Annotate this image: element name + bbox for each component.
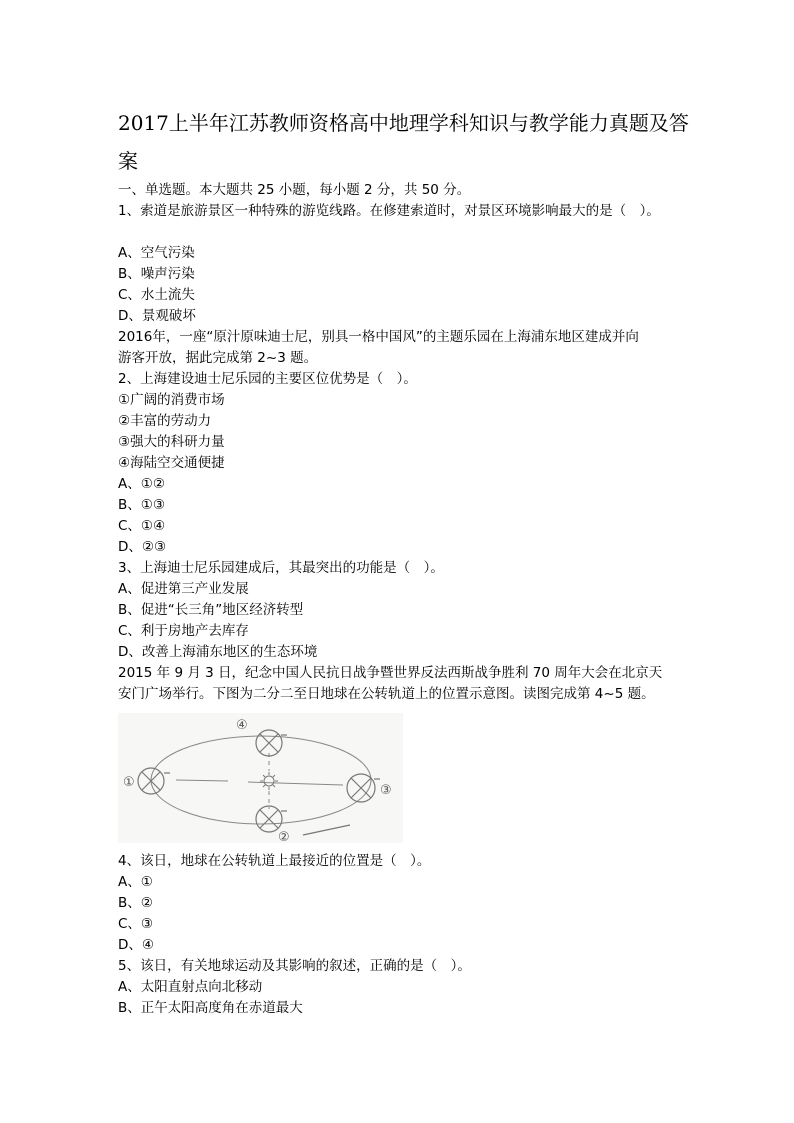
label-position-4: ④: [236, 718, 248, 733]
q2-item-4: ④海陆空交通便捷: [118, 455, 225, 471]
question-4-stem: 4、该日，地球在公转轨道上最接近的位置是（ ）。: [118, 853, 431, 869]
q1-option-b: B、噪声污染: [118, 266, 195, 282]
intro-2-3-line1: 2016年，一座“原汁原味迪士尼，别具一格中国风”的主题乐园在上海浦东地区建成并向: [118, 329, 639, 345]
q1-option-d: D、景观破坏: [118, 308, 196, 324]
q5-option-b: B、正午太阳高度角在赤道最大: [118, 1000, 303, 1016]
intro-4-5-line2: 安门广场举行。下图为二分二至日地球在公转轨道上的位置示意图。读图完成第 4~5 题。: [118, 686, 655, 702]
q1-option-a: A、空气污染: [118, 245, 195, 261]
q4-option-a: A、①: [118, 874, 153, 890]
label-position-1: ①: [123, 775, 135, 790]
intro-2-3-line2: 游客开放，据此完成第 2~3 题。: [118, 350, 318, 366]
document-body: [118, 180, 698, 1019]
q3-option-a: A、促进第三产业发展: [118, 581, 249, 597]
question-2-stem: 2、上海建设迪士尼乐园的主要区位优势是（ ）。: [118, 371, 417, 387]
q3-option-b: B、促进“长三角”地区经济转型: [118, 602, 304, 618]
q4-option-b: B、②: [118, 895, 153, 911]
q4-option-d: D、④: [118, 937, 154, 953]
question-3-stem: 3、上海迪士尼乐园建成后，其最突出的功能是（ ）。: [118, 560, 444, 576]
earth-orbit-diagram: [118, 713, 403, 843]
question-1-stem: 1、索道是旅游景区一种特殊的游览线路。在修建索道时，对景区环境影响最大的是（ ）。: [118, 203, 660, 219]
q5-option-a: A、太阳直射点向北移动: [118, 979, 263, 995]
q2-option-c: C、①④: [118, 518, 166, 534]
q2-item-1: ①广阔的消费市场: [118, 392, 225, 408]
label-position-3: ③: [380, 783, 392, 798]
q2-option-b: B、①③: [118, 497, 165, 513]
q2-item-3: ③强大的科研力量: [118, 434, 225, 450]
q2-option-d: D、②③: [118, 539, 167, 555]
q3-option-d: D、改善上海浦东地区的生态环境: [118, 644, 318, 660]
blank-line: [118, 222, 698, 243]
label-position-2: ②: [278, 830, 290, 843]
q3-option-c: C、利于房地产去库存: [118, 623, 249, 639]
q2-item-2: ②丰富的劳动力: [118, 413, 212, 429]
q4-option-c: C、③: [118, 916, 154, 932]
section-heading: 一、单选题。本大题共 25 小题，每小题 2 分，共 50 分。: [118, 182, 471, 198]
document-title: 2017上半年江苏教师资格高中地理学科知识与教学能力真题及答案: [118, 111, 689, 173]
q1-option-c: C、水土流失: [118, 287, 195, 303]
intro-4-5-line1: 2015 年 9 月 3 日，纪念中国人民抗日战争暨世界反法西斯战争胜利 70 周年大会在北京天: [118, 665, 663, 681]
question-5-stem: 5、该日，有关地球运动及其影响的叙述，正确的是（ ）。: [118, 958, 471, 974]
q2-option-a: A、①②: [118, 476, 165, 492]
